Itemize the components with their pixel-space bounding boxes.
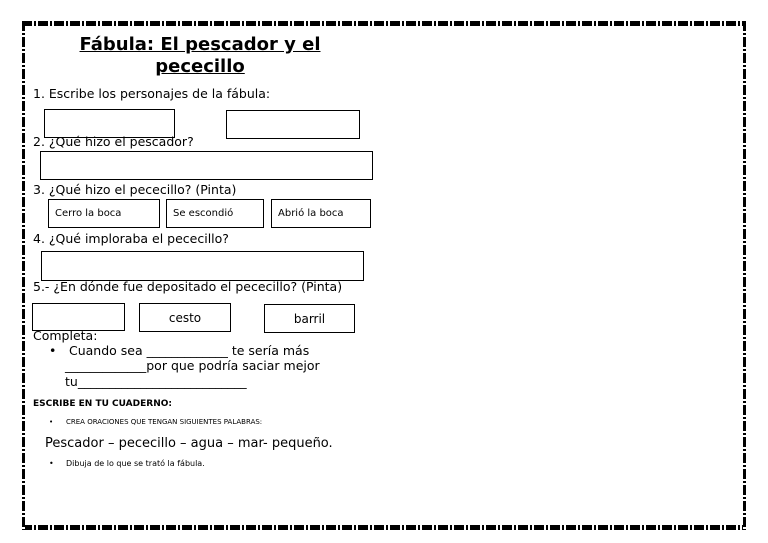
option-se-escondio[interactable]: Se escondió (166, 199, 264, 228)
option-cesto[interactable]: cesto (139, 303, 231, 332)
question-3: 3. ¿Qué hizo el pececillo? (Pinta) (33, 182, 237, 197)
answer-box-character-2[interactable] (226, 110, 360, 139)
completa-line-3: tu___________________________ (65, 374, 247, 389)
bullet-dot: • (49, 343, 57, 358)
worksheet-title: Fábula: El pescador y el pececillo (79, 34, 321, 77)
option-barril[interactable]: barril (264, 304, 355, 333)
cuaderno-heading: ESCRIBE EN TU CUADERNO: (33, 399, 172, 409)
question-5: 5.- ¿En dónde fue depositado el pececillo? (Pinta) (33, 279, 343, 294)
bullet-dot: • (49, 459, 54, 468)
word-list: Pescador – pececillo – agua – mar- pequeño. (45, 436, 333, 451)
option-cerro-la-boca[interactable]: Cerro la boca (48, 199, 160, 228)
question-2: 2. ¿Qué hizo el pescador? (33, 134, 194, 149)
completa-heading: Completa: (33, 328, 98, 343)
border-left (22, 21, 25, 530)
answer-box-imploraba[interactable] (41, 251, 364, 281)
question-4: 4. ¿Qué imploraba el pececillo? (33, 231, 229, 246)
border-right (743, 21, 746, 530)
option-empty[interactable] (32, 303, 125, 331)
cuaderno-draw: Dibuja de lo que se trató la fábula. (66, 459, 205, 468)
cuaderno-instruction: CREA ORACIONES QUE TENGAN SIGUIENTES PALABRAS: (66, 418, 263, 426)
option-abrio-la-boca[interactable]: Abrió la boca (271, 199, 371, 228)
question-1: 1. Escribe los personajes de la fábula: (33, 86, 271, 101)
answer-box-fisherman[interactable] (40, 151, 373, 180)
border-bottom (22, 525, 746, 530)
completa-line-2: _____________por que podría saciar mejor (65, 358, 320, 373)
completa-line-1: Cuando sea _____________ te sería más (69, 343, 310, 358)
bullet-dot: • (49, 418, 54, 426)
border-top (22, 21, 746, 26)
